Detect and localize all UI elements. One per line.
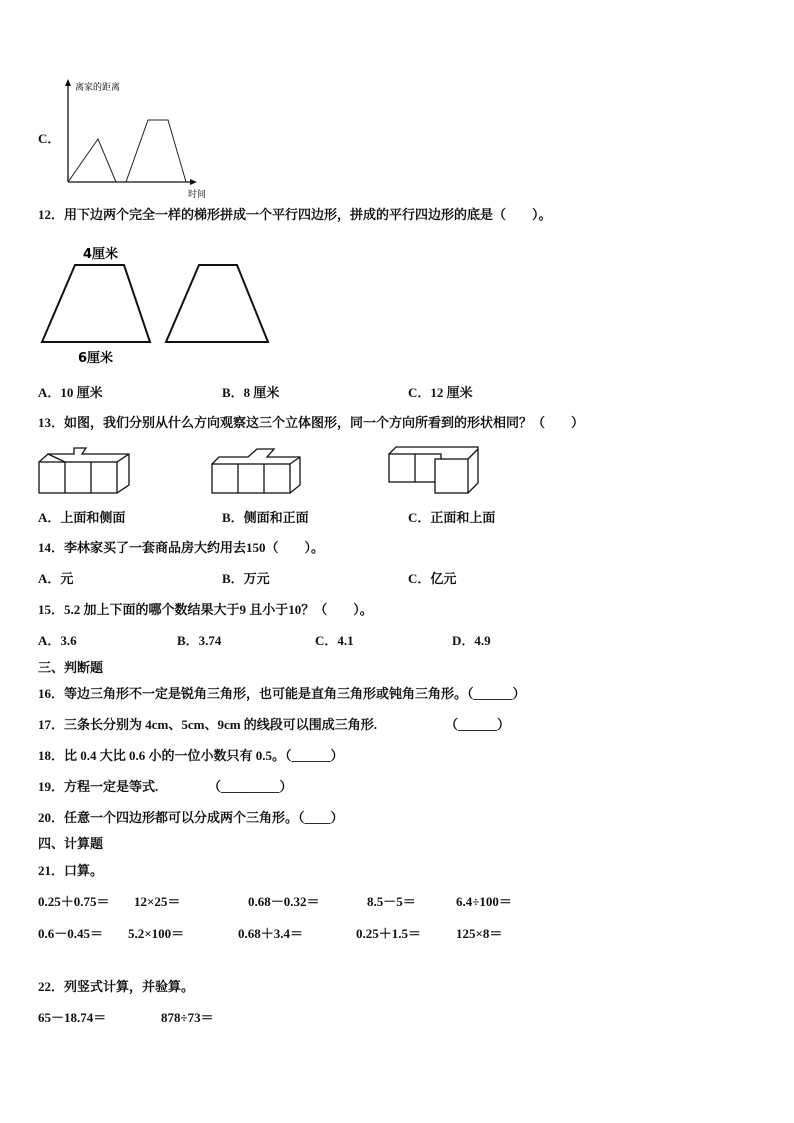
calc-item: 0.25＋0.75＝: [38, 894, 110, 909]
calc-item: 0.25＋1.5＝: [356, 926, 422, 941]
q15-option-a[interactable]: A．3.6: [38, 633, 77, 648]
section-3-heading: 三、判断题: [38, 660, 104, 675]
calc-item: 5.2×100＝: [128, 926, 185, 941]
calc-item: 0.68＋3.4＝: [238, 926, 304, 941]
q12-option-c[interactable]: C．12 厘米: [408, 385, 473, 400]
q17-stem: 17．三条长分别为 4cm、5cm、9cm 的线段可以围成三角形.: [38, 717, 378, 732]
calc-item: 0.68－0.32＝: [248, 894, 320, 909]
q13-cube-figures: [38, 445, 488, 500]
q14-stem: 14．李林家买了一套商品房大约用去150（ ）。: [38, 540, 325, 555]
q15-option-b[interactable]: B．3.74: [177, 633, 222, 648]
chart-xlabel: 时间: [188, 190, 207, 200]
q22-stem: 22．列竖式计算，并验算。: [38, 979, 195, 994]
calc-item: 8.5－5＝: [367, 894, 416, 909]
q13-option-a[interactable]: A．上面和侧面: [38, 510, 126, 525]
q13-option-c[interactable]: C．正面和上面: [408, 510, 496, 525]
q11-option-c[interactable]: C．: [38, 131, 61, 146]
q15-option-d[interactable]: D．4.9: [452, 633, 491, 648]
q13-stem: 13．如图，我们分别从什么方向观察这三个立体图形，同一个方向所看到的形状相同？（ ）: [38, 415, 585, 430]
q14-option-a[interactable]: A．元: [38, 571, 74, 586]
section-4-heading: 四、计算题: [38, 836, 104, 851]
q13-option-b[interactable]: B．侧面和正面: [222, 510, 309, 525]
q12-stem: 12．用下边两个完全一样的梯形拼成一个平行四边形，拼成的平行四边形的底是（ ）。: [38, 207, 552, 222]
vertical-calc-item: 878÷73＝: [161, 1010, 214, 1025]
vertical-calc-item: 65－18.74＝: [38, 1010, 107, 1025]
q15-option-c[interactable]: C．4.1: [315, 633, 354, 648]
q14-option-b[interactable]: B．万元: [222, 571, 270, 586]
q11-distance-time-graph: [60, 78, 220, 203]
q18: 18．比 0.4 大比 0.6 小的一位小数只有 0.5。（______）: [38, 748, 344, 763]
q12-option-b[interactable]: B．8 厘米: [222, 385, 280, 400]
calc-item: 12×25＝: [134, 894, 181, 909]
q16: 16．等边三角形不一定是锐角三角形，也可能是直角三角形或钝角三角形。（______）: [38, 686, 526, 701]
q14-option-c[interactable]: C．亿元: [408, 571, 457, 586]
calc-item: 0.6－0.45＝: [38, 926, 104, 941]
q17-blank[interactable]: （______）: [445, 717, 511, 732]
q19-blank[interactable]: （_________）: [208, 779, 293, 794]
bottom-base-label: 6厘米: [78, 351, 114, 366]
calc-item: 125×8＝: [456, 926, 503, 941]
top-base-label: 4厘米: [83, 247, 119, 262]
q21-stem: 21．口算。: [38, 863, 104, 878]
q12-option-a[interactable]: A．10 厘米: [38, 385, 103, 400]
calc-item: 6.4÷100＝: [456, 894, 512, 909]
chart-ylabel: 离家的距离: [75, 83, 121, 93]
q20: 20．任意一个四边形都可以分成两个三角形。（____）: [38, 810, 344, 825]
q12-trapezoids-figure: [38, 240, 278, 370]
q19-stem: 19．方程一定是等式.: [38, 779, 159, 794]
q15-stem: 15．5.2 加上下面的哪个数结果大于9 且小于10？（ ）。: [38, 602, 373, 617]
